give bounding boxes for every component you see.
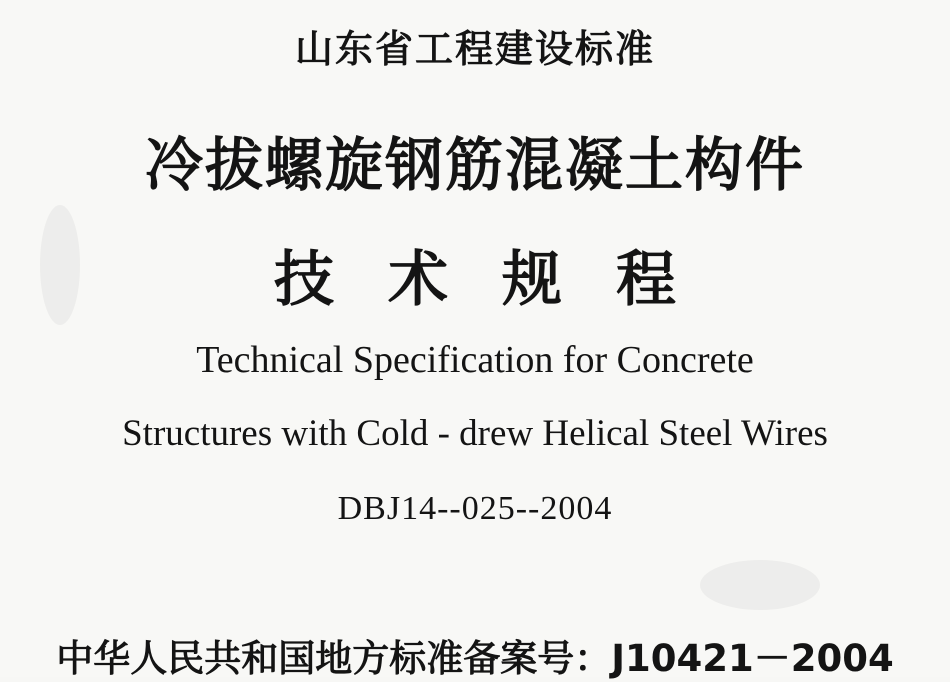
standard-header: 山东省工程建设标准	[294, 27, 655, 71]
document-title: 冷拔螺旋钢筋混凝土构件	[144, 131, 805, 199]
document-subtitle: 技术规程	[274, 245, 730, 315]
record-number: 中华人民共和国地方标准备案号：J10421－2004	[56, 637, 894, 680]
english-title-line-1: Technical Specification for Concrete	[196, 339, 754, 381]
scan-smudge	[700, 560, 820, 610]
english-title-line-2: Structures with Cold - drew Helical Steel Wires	[122, 413, 828, 454]
standard-code: DBJ14--025--2004	[337, 490, 613, 527]
